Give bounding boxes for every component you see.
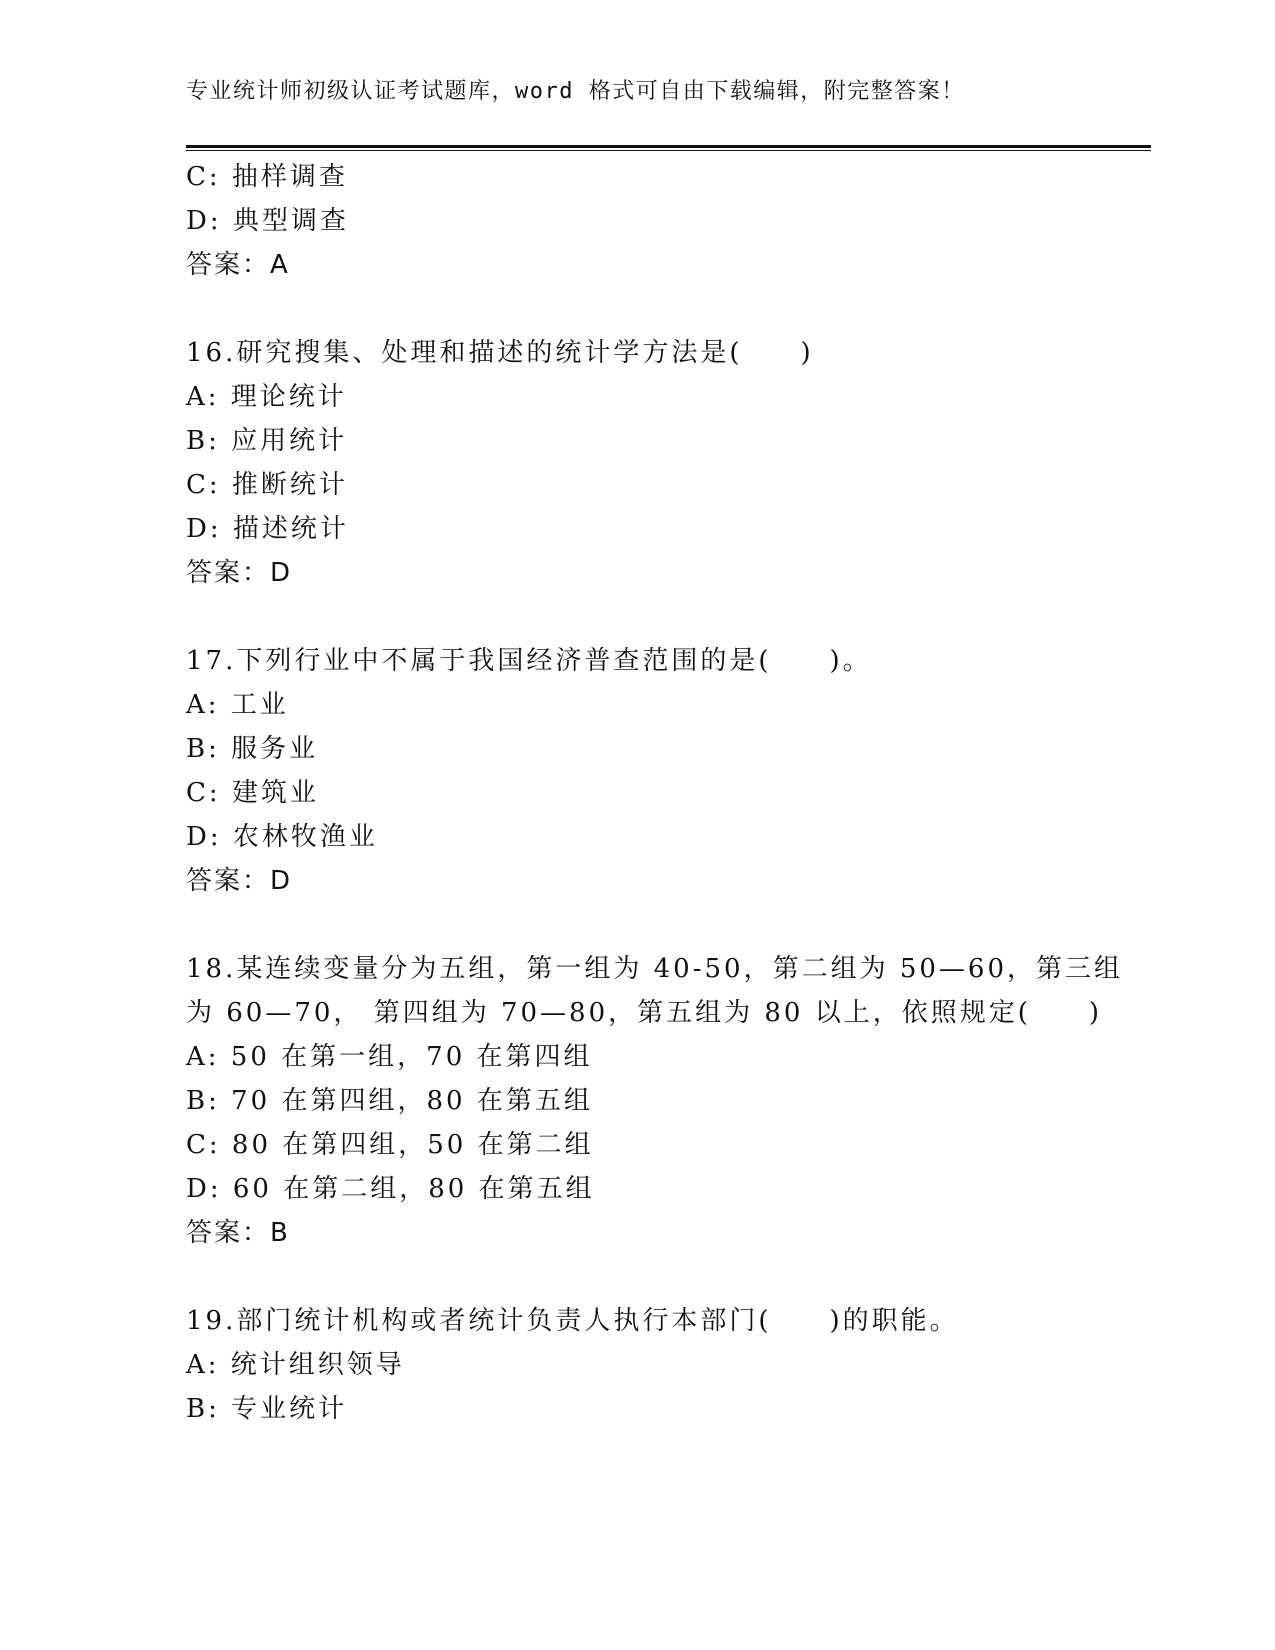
- q17-option-d: D: 农林牧渔业: [186, 822, 378, 852]
- q16-option-d: D: 描述统计: [186, 514, 349, 544]
- q15-answer: 答案：A: [186, 250, 290, 280]
- q16-option-c: C: 推断统计: [186, 470, 348, 500]
- q19-option-b: B: 专业统计: [186, 1394, 348, 1424]
- q16-answer: 答案：D: [186, 558, 293, 588]
- q17-option-b: B: 服务业: [186, 734, 319, 764]
- q18-option-c: C: 80 在第四组，50 在第二组: [186, 1130, 594, 1160]
- q18-answer: 答案：B: [186, 1218, 290, 1248]
- header-rule-thin: [186, 150, 1151, 151]
- header-rule-thick: [186, 145, 1151, 148]
- q18-option-d: D: 60 在第二组，80 在第五组: [186, 1174, 595, 1204]
- q18-option-b: B: 70 在第四组，80 在第五组: [186, 1086, 593, 1116]
- q18-option-a: A: 50 在第一组，70 在第四组: [186, 1042, 593, 1072]
- q18-stem-line1: 18.某连续变量分为五组，第一组为 40-50，第二组为 50—60，第三组: [186, 954, 1123, 984]
- q17-answer: 答案：D: [186, 866, 293, 896]
- q17-stem: 17.下列行业中不属于我国经济普查范围的是( )。: [186, 646, 872, 676]
- q19-option-a: A: 统计组织领导: [186, 1350, 405, 1380]
- q18-stem-line2: 为 60—70， 第四组为 70—80，第五组为 80 以上，依照规定( ): [186, 998, 1103, 1028]
- q17-option-c: C: 建筑业: [186, 778, 319, 808]
- q15-option-c: C: 抽样调查: [186, 162, 348, 192]
- q19-stem: 19.部门统计机构或者统计负责人执行本部门( )的职能。: [186, 1306, 959, 1336]
- page-header: 专业统计师初级认证考试题库，word 格式可自由下载编辑，附完整答案！: [186, 79, 965, 104]
- q15-option-d: D: 典型调查: [186, 206, 349, 236]
- q16-option-b: B: 应用统计: [186, 426, 348, 456]
- q16-option-a: A: 理论统计: [186, 382, 347, 412]
- q17-option-a: A: 工业: [186, 690, 289, 720]
- q16-stem: 16.研究搜集、处理和描述的统计学方法是( ): [186, 338, 814, 368]
